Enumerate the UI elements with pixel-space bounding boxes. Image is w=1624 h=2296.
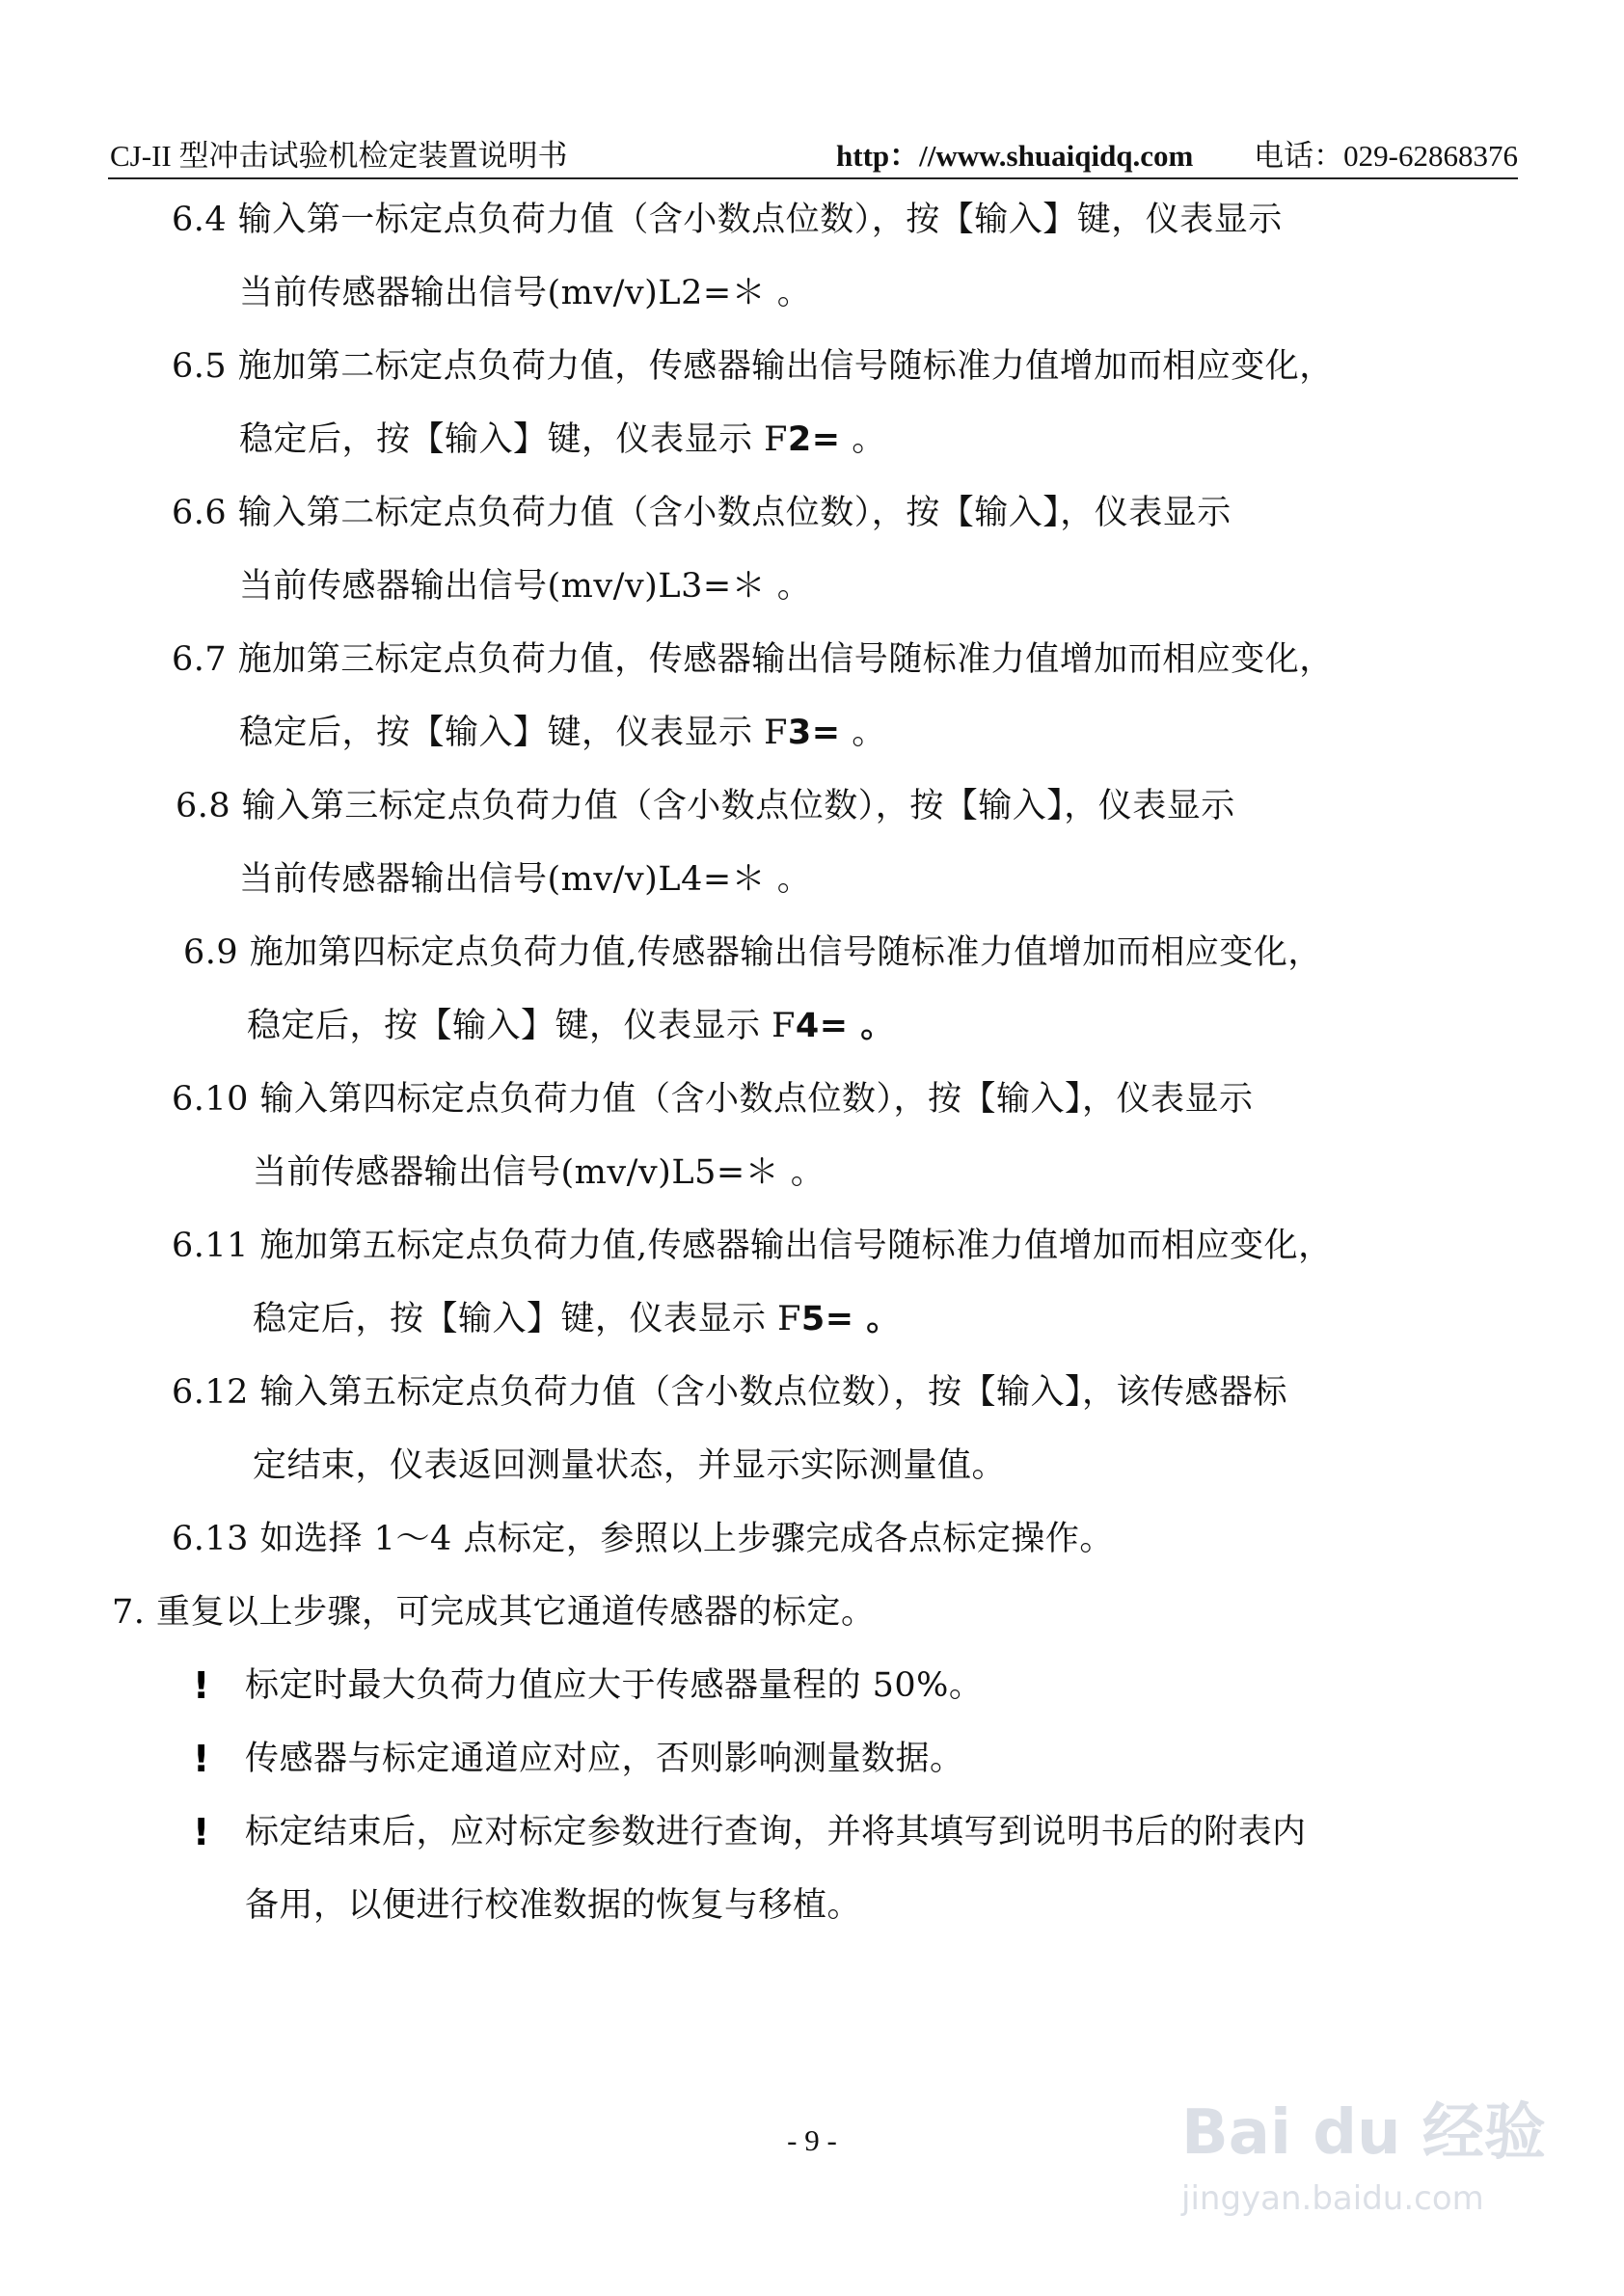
header-title: CJ-II 型冲击试验机检定装置说明书: [110, 139, 568, 173]
step-6-4-line1: 6.4 输入第一标定点负荷力值（含小数点位数），按【输入】键，仪表显示: [172, 201, 1283, 239]
header-url: http：//www.shuaiqidq.com: [836, 139, 1194, 173]
watermark-logo: Bai du 经验: [1181, 2097, 1546, 2169]
step-6-11-line2: 稳定后，按【输入】键，仪表显示 F5= 。: [253, 1300, 901, 1338]
step-6-5-line2: 稳定后，按【输入】键，仪表显示 F2= 。: [239, 420, 886, 459]
step-6-10-line1: 6.10 输入第四标定点负荷力值（含小数点位数），按【输入】，仪表显示: [172, 1080, 1254, 1119]
step-6-6-line1: 6.6 输入第二标定点负荷力值（含小数点位数），按【输入】，仪表显示: [172, 494, 1232, 532]
step-6-12-line1: 6.12 输入第五标定点负荷力值（含小数点位数），按【输入】，该传感器标: [172, 1373, 1288, 1412]
warning-icon: !: [193, 1738, 210, 1780]
step-6-8-line1: 6.8 输入第三标定点负荷力值（含小数点位数），按【输入】，仪表显示: [176, 787, 1235, 825]
page-header: [108, 135, 1518, 179]
step-6-5-line1: 6.5 施加第二标定点负荷力值，传感器输出信号随标准力值增加而相应变化，: [172, 347, 1334, 386]
step-6-7-line1: 6.7 施加第三标定点负荷力值，传感器输出信号随标准力值增加而相应变化，: [172, 640, 1334, 679]
warning-3-line1: 标定结束后，应对标定参数进行查询，并将其填写到说明书后的附表内: [245, 1813, 1307, 1851]
warning-icon: !: [193, 1811, 210, 1853]
step-6-6-line2: 当前传感器输出信号(mv/v)L3=＊ 。: [239, 567, 812, 606]
step-6-9-line1: 6.9 施加第四标定点负荷力值,传感器输出信号随标准力值增加而相应变化，: [183, 933, 1322, 972]
watermark-url: jingyan.baidu.com: [1181, 2179, 1484, 2218]
step-6-7-line2: 稳定后，按【输入】键，仪表显示 F3= 。: [239, 714, 886, 752]
warning-icon: !: [193, 1664, 210, 1707]
step-6-9-line2: 稳定后，按【输入】键，仪表显示 F4= 。: [247, 1007, 895, 1045]
warning-2: 传感器与标定通道应对应，否则影响测量数据。: [245, 1740, 964, 1778]
step-6-11-line1: 6.11 施加第五标定点负荷力值,传感器输出信号随标准力值增加而相应变化，: [172, 1227, 1333, 1265]
warning-1: 标定时最大负荷力值应大于传感器量程的 50%。: [245, 1666, 984, 1705]
step-6-13-line1: 6.13 如选择 1～4 点标定，参照以上步骤完成各点标定操作。: [172, 1520, 1114, 1558]
step-6-10-line2: 当前传感器输出信号(mv/v)L5=＊ 。: [253, 1153, 826, 1192]
baidu-watermark: [1152, 2083, 1557, 2247]
step-6-4-line2: 当前传感器输出信号(mv/v)L2=＊ 。: [239, 274, 812, 312]
step-6-8-line2: 当前传感器输出信号(mv/v)L4=＊ 。: [239, 860, 812, 899]
warning-3-line2: 备用，以便进行校准数据的恢复与移植。: [245, 1886, 862, 1925]
header-phone: 电话：029-62868376: [1254, 139, 1518, 173]
page-number: - 9 -: [787, 2123, 837, 2157]
item-7: 7. 重复以上步骤，可完成其它通道传感器的标定。: [112, 1593, 876, 1632]
step-6-12-line2: 定结束，仪表返回测量状态，并显示实际测量值。: [253, 1446, 1007, 1485]
